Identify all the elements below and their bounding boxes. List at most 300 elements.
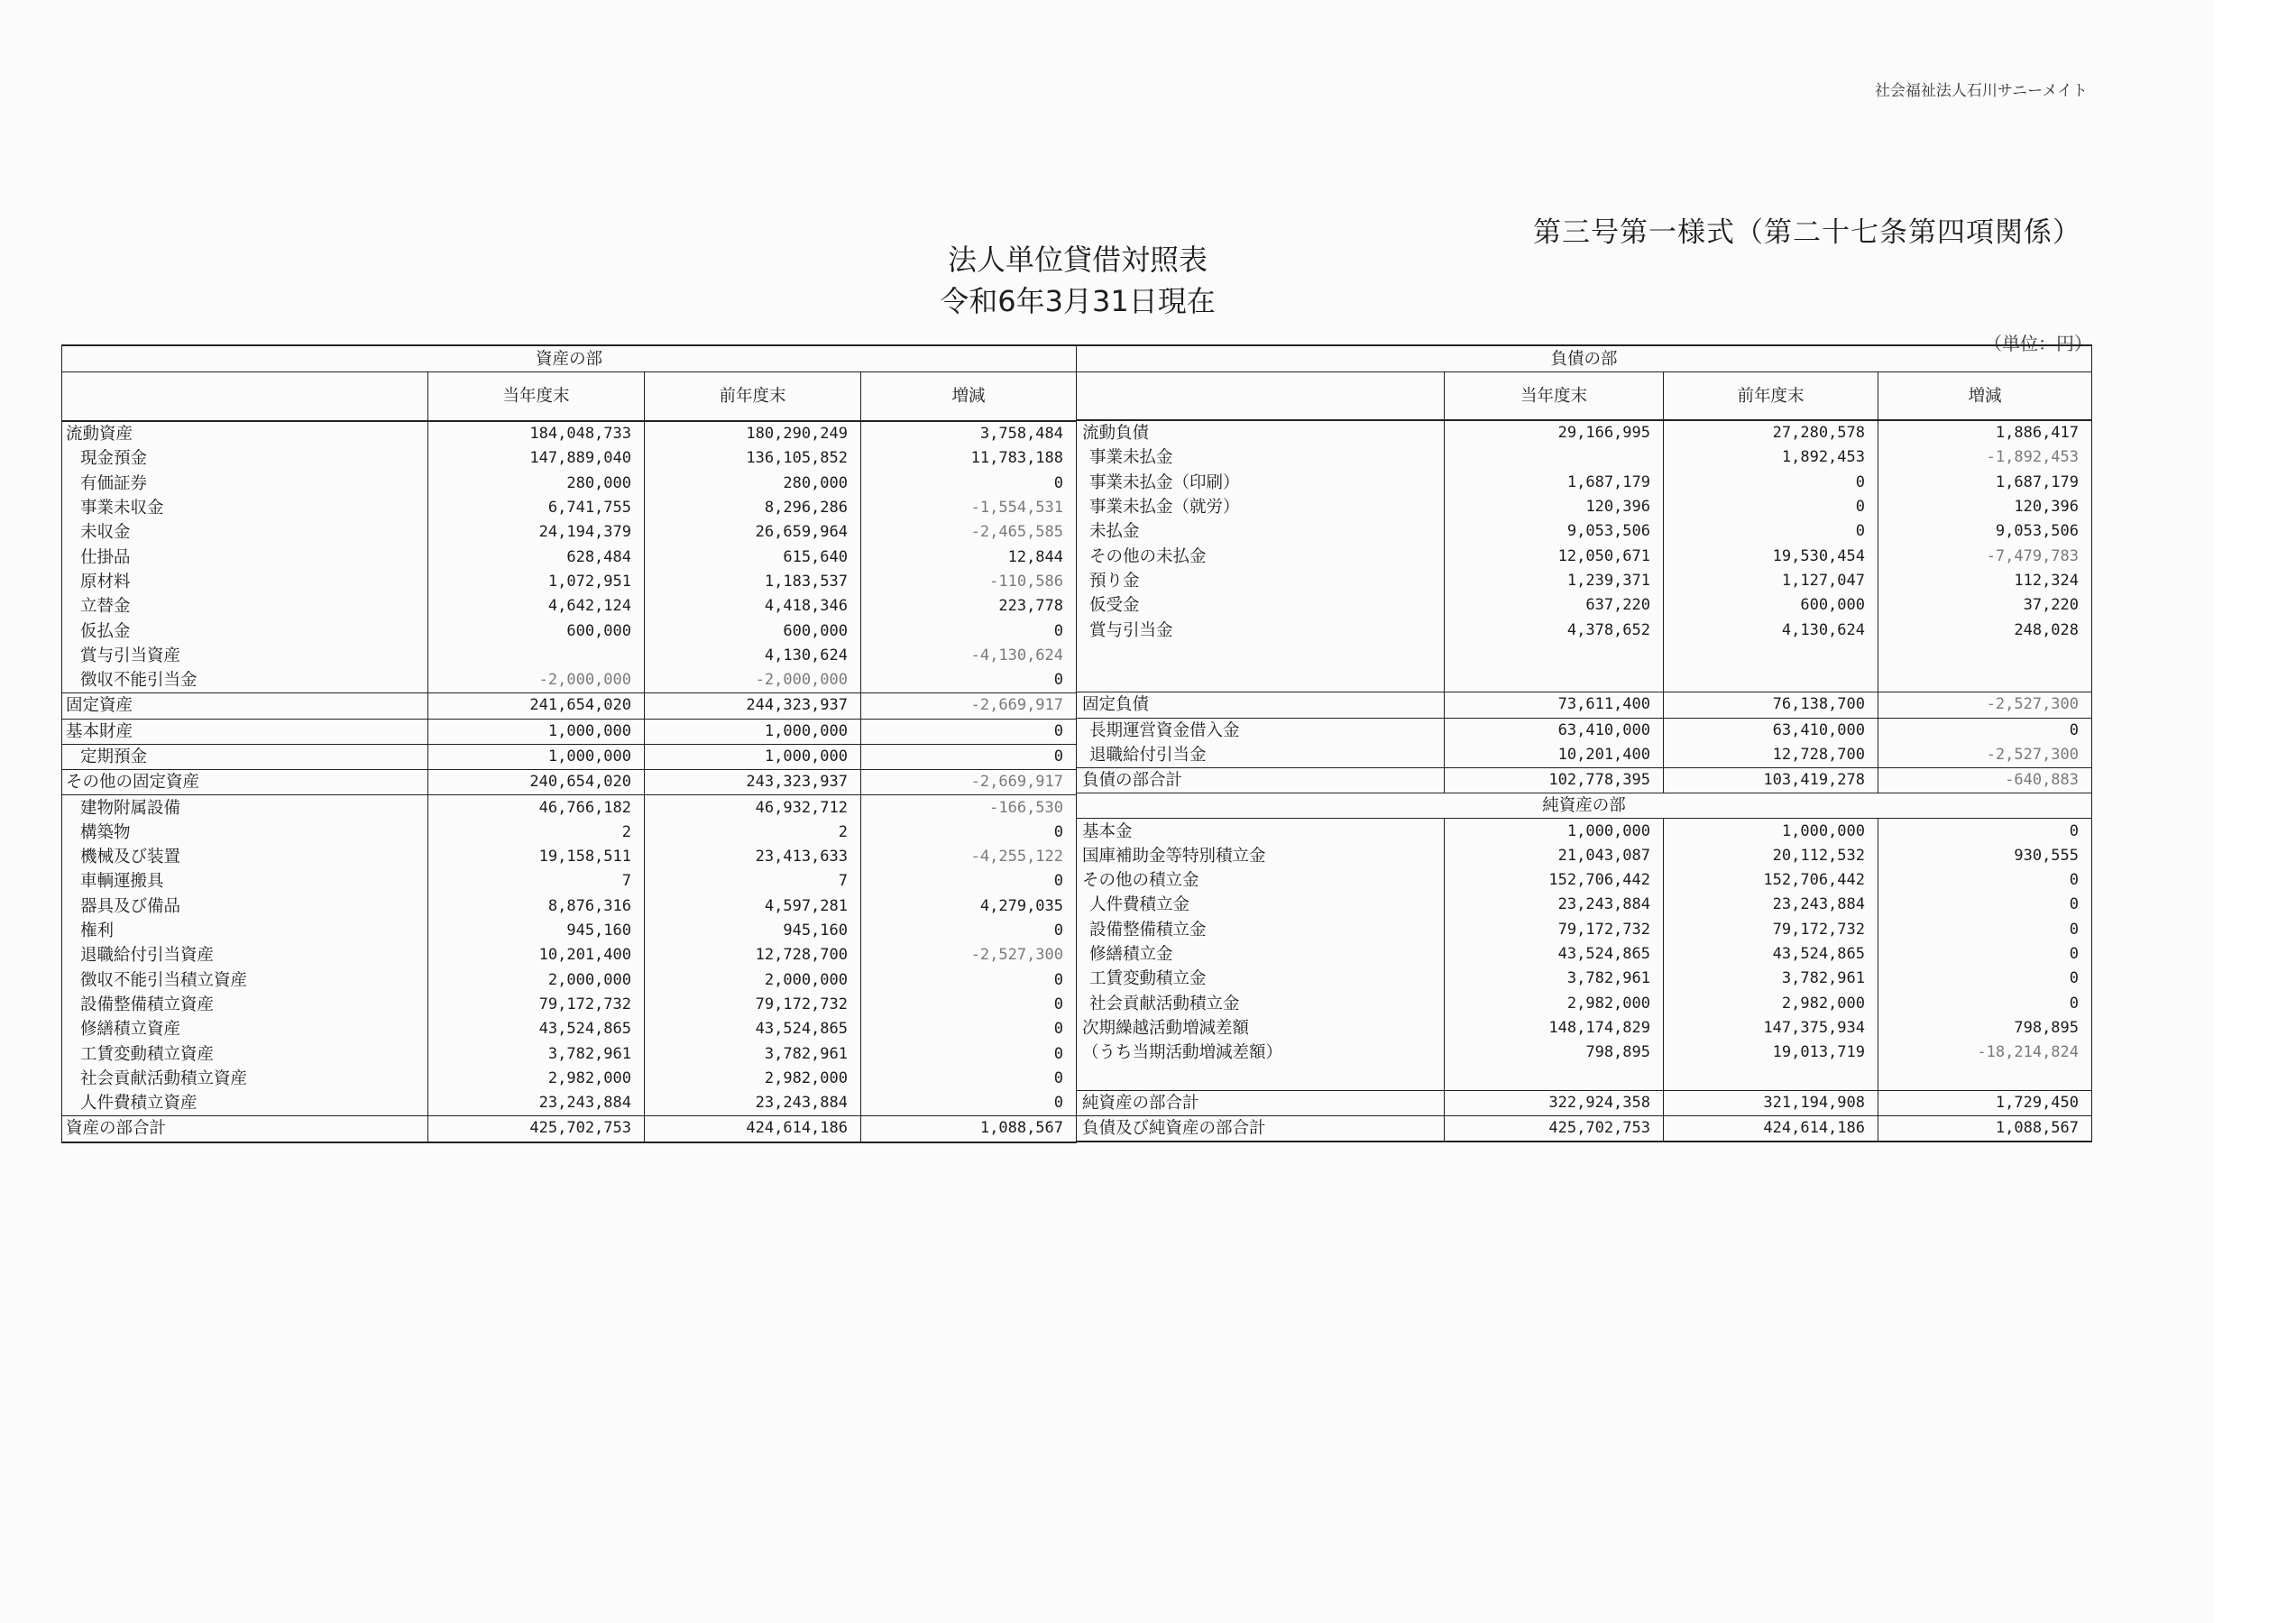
assets-change-value: -4,255,122 [861,845,1077,869]
net-assets-current-value: 152,706,442 [1445,868,1664,893]
net-assets-row-label: 次期繰越活動増減差額 [1077,1016,1445,1041]
assets-row-label: 資産の部合計 [62,1116,428,1142]
table-row [62,446,1077,471]
assets-change-value: 0 [861,968,1077,993]
liabilities-row-label: 事業未払金（就労） [1077,495,1445,519]
net-assets-previous-value: 79,172,732 [1664,918,1878,942]
assets-row-label: 有価証券 [62,472,428,496]
unit-note: （単位：円） [1984,333,2092,354]
assets-current-value: 147,889,040 [428,446,645,471]
liabilities-label-header [1077,372,1445,421]
net-assets-row-label: 設備整備積立金 [1077,918,1445,942]
assets-change-value: -4,130,624 [861,644,1077,668]
assets-row-label: 賞与引当資産 [62,644,428,668]
liabilities-current-value: 1,239,371 [1445,569,1664,593]
liabilities-change-value: -2,527,300 [1878,692,2092,718]
liabilities-row-label: 預り金 [1077,569,1445,593]
liabilities-previous-value: 0 [1664,471,1878,495]
net-assets-change-value: 0 [1878,918,2092,942]
assets-row-label: 器具及び備品 [62,894,428,919]
assets-row-label: 未収金 [62,520,428,545]
net-assets-row-label: （うち当期活動増減差額） [1077,1041,1445,1065]
assets-previous-value: 4,597,281 [645,894,861,919]
net-assets-previous-value: 424,614,186 [1664,1116,1878,1142]
liabilities-change-value: 112,324 [1878,569,2092,593]
table-row [1077,420,2092,445]
liabilities-current-value: 4,378,652 [1445,618,1664,642]
net-assets-current-value: 425,702,753 [1445,1116,1664,1142]
assets-change-value: 0 [861,744,1077,769]
assets-current-value: 79,172,732 [428,993,645,1017]
net-assets-current-value: 3,782,961 [1445,967,1664,991]
table-row [62,943,1077,967]
assets-row-label: 修繕積立資産 [62,1017,428,1041]
assets-change-value: 0 [861,919,1077,943]
liabilities-row-label: 退職給付引当金 [1077,743,1445,768]
assets-row-label: 現金預金 [62,446,428,471]
table-row [1077,667,2092,692]
net-assets-current-value: 1,000,000 [1445,819,1664,844]
net-assets-current-value: 322,924,358 [1445,1090,1664,1115]
liabilities-change-value [1878,667,2092,692]
liabilities-change-value: -2,527,300 [1878,743,2092,768]
table-row [62,821,1077,845]
table-row [62,472,1077,496]
assets-row-label: 徴収不能引当金 [62,668,428,693]
liabilities-previous-value: 0 [1664,495,1878,519]
assets-previous-value: 600,000 [645,619,861,643]
net-assets-previous-value: 152,706,442 [1664,868,1878,893]
liabilities-change-value: 37,220 [1878,593,2092,618]
table-row [1077,1016,2092,1041]
table-row [62,1091,1077,1116]
liabilities-change-value [1878,643,2092,667]
table-row [62,668,1077,693]
liabilities-previous-value: 76,138,700 [1664,692,1878,718]
liabilities-current-value: 120,396 [1445,495,1664,519]
organization-name: 社会福祉法人石川サニーメイト [1874,82,2088,100]
assets-change-value: 12,844 [861,545,1077,569]
assets-previous-value: 615,640 [645,545,861,569]
assets-current-value: 23,243,884 [428,1091,645,1116]
assets-change-value: -166,530 [861,795,1077,821]
table-row [1077,618,2092,642]
table-row [1077,445,2092,470]
assets-row-label: 仕掛品 [62,545,428,569]
net-assets-previous-value: 1,000,000 [1664,819,1878,844]
net-assets-previous-value: 19,013,719 [1664,1041,1878,1065]
net-assets-previous-value: 23,243,884 [1664,893,1878,917]
table-row [1077,844,2092,868]
net-assets-change-value [1878,1065,2092,1090]
assets-current-value: 600,000 [428,619,645,643]
liabilities-change-value: -1,892,453 [1878,445,2092,470]
form-title: 第三号第一様式（第二十七条第四項関係） [1533,216,2081,249]
net-assets-row-label: 基本金 [1077,819,1445,844]
table-row [1077,819,2092,844]
assets-row-label: その他の固定資産 [62,770,428,795]
table-row [62,1116,1077,1142]
liabilities-row-label: 負債の部合計 [1077,768,1445,793]
liabilities-current-value: 637,220 [1445,593,1664,618]
assets-previous-value: 424,614,186 [645,1116,861,1142]
assets-change-value: 3,758,484 [861,421,1077,446]
assets-previous-value: 4,130,624 [645,644,861,668]
assets-change-value: 11,783,188 [861,446,1077,471]
net-assets-change-value: 0 [1878,942,2092,967]
net-assets-row-label: 修繕積立金 [1077,942,1445,967]
liabilities-previous-value [1664,667,1878,692]
liabilities-row-label [1077,667,1445,692]
assets-label-header [62,372,428,422]
assets-current-value: 10,201,400 [428,943,645,967]
net-assets-current-value [1445,1065,1664,1090]
net-assets-row-label: 工賃変動積立金 [1077,967,1445,991]
liabilities-current-value: 9,053,506 [1445,519,1664,544]
assets-col-previous: 前年度末 [645,372,861,422]
assets-previous-value: 2 [645,821,861,845]
table-row [62,520,1077,545]
liabilities-current-value [1445,667,1664,692]
net-assets-row-label: 国庫補助金等特別積立金 [1077,844,1445,868]
assets-current-value: 7 [428,869,645,894]
table-row [62,795,1077,821]
assets-previous-value: 2,982,000 [645,1067,861,1091]
assets-previous-value: 1,183,537 [645,570,861,594]
assets-section-header: 資産の部 [62,345,1077,372]
assets-row-label: 人件費積立資産 [62,1091,428,1116]
assets-current-value: 2 [428,821,645,845]
assets-previous-value: 1,000,000 [645,744,861,769]
assets-current-value: 1,000,000 [428,744,645,769]
assets-change-value: 1,088,567 [861,1116,1077,1142]
net-assets-current-value: 2,982,000 [1445,992,1664,1016]
liabilities-row-label: その他の未払金 [1077,544,1445,568]
liabilities-current-value: 10,201,400 [1445,743,1664,768]
liabilities-row-label: 流動負債 [1077,420,1445,445]
assets-current-value: 425,702,753 [428,1116,645,1142]
assets-row-label: 定期預金 [62,744,428,769]
assets-row-label: 流動資産 [62,421,428,446]
liabilities-row-label: 未払金 [1077,519,1445,544]
table-row [62,770,1077,795]
assets-row-label: 原材料 [62,570,428,594]
net-assets-change-value: 1,088,567 [1878,1116,2092,1142]
title: 法人単位貸借対照表 [947,243,1208,277]
liabilities-previous-value: 600,000 [1664,593,1878,618]
net-assets-previous-value: 43,524,865 [1664,942,1878,967]
liabilities-table [1076,344,2092,1142]
assets-current-value: 945,160 [428,919,645,943]
table-row [1077,1065,2092,1090]
table-row [1077,692,2092,718]
liabilities-col-previous: 前年度末 [1664,372,1878,421]
assets-current-value: 1,000,000 [428,719,645,744]
table-row [62,993,1077,1017]
assets-previous-value: 23,243,884 [645,1091,861,1116]
net-assets-row-label: 負債及び純資産の部合計 [1077,1116,1445,1142]
assets-previous-value: 280,000 [645,472,861,496]
assets-change-value: 0 [861,1091,1077,1116]
liabilities-row-label [1077,643,1445,667]
liabilities-change-value: -640,883 [1878,768,2092,793]
net-assets-row-label [1077,1065,1445,1090]
assets-change-value: 0 [861,1067,1077,1091]
table-row [1077,942,2092,967]
liabilities-change-value: 0 [1878,718,2092,743]
assets-current-value: 184,048,733 [428,421,645,446]
net-assets-current-value: 43,524,865 [1445,942,1664,967]
liabilities-row-label: 長期運営資金借入金 [1077,718,1445,743]
assets-row-label: 退職給付引当資産 [62,943,428,967]
table-row [62,744,1077,769]
assets-previous-value: 7 [645,869,861,894]
assets-previous-value: 180,290,249 [645,421,861,446]
net-assets-change-value: 0 [1878,992,2092,1016]
net-assets-previous-value: 3,782,961 [1664,967,1878,991]
liabilities-previous-value: 19,530,454 [1664,544,1878,568]
assets-previous-value: 243,323,937 [645,770,861,795]
net-assets-previous-value: 2,982,000 [1664,992,1878,1016]
table-row [1077,471,2092,495]
assets-previous-value: 12,728,700 [645,943,861,967]
assets-table [61,344,1077,1143]
assets-current-value: 46,766,182 [428,795,645,821]
assets-current-value: 628,484 [428,545,645,569]
as-of-date: 令和6年3月31日現在 [940,284,1216,318]
table-row [1077,893,2092,917]
table-row [62,1041,1077,1066]
net-assets-current-value: 79,172,732 [1445,918,1664,942]
liabilities-previous-value [1664,643,1878,667]
liabilities-previous-value: 1,127,047 [1664,569,1878,593]
assets-row-label: 車輌運搬具 [62,869,428,894]
net-assets-row-label: 社会貢献活動積立金 [1077,992,1445,1016]
liabilities-previous-value: 63,410,000 [1664,718,1878,743]
assets-change-value: 0 [861,1017,1077,1041]
assets-row-label: 事業未収金 [62,496,428,520]
net-assets-row-label: 人件費積立金 [1077,893,1445,917]
table-row [1077,718,2092,743]
assets-row-label: 社会貢献活動積立資産 [62,1067,428,1091]
liabilities-current-value: 12,050,671 [1445,544,1664,568]
table-row [1077,495,2092,519]
liabilities-current-value: 1,687,179 [1445,471,1664,495]
assets-previous-value: 43,524,865 [645,1017,861,1041]
assets-previous-value: 244,323,937 [645,693,861,719]
liabilities-row-label: 仮受金 [1077,593,1445,618]
assets-previous-value: 945,160 [645,919,861,943]
assets-change-value: 4,279,035 [861,894,1077,919]
liabilities-previous-value: 0 [1664,519,1878,544]
assets-change-value: 0 [861,719,1077,744]
table-row [1077,1116,2092,1142]
table-row [62,496,1077,520]
table-row [1077,1090,2092,1115]
assets-current-value: 4,642,124 [428,594,645,619]
net-assets-change-value: 0 [1878,868,2092,893]
table-row [1077,569,2092,593]
table-row [62,644,1077,668]
net-assets-current-value: 23,243,884 [1445,893,1664,917]
net-assets-previous-value: 147,375,934 [1664,1016,1878,1041]
table-row [62,845,1077,869]
assets-current-value: 43,524,865 [428,1017,645,1041]
assets-row-label: 設備整備積立資産 [62,993,428,1017]
table-row [1077,544,2092,568]
assets-row-label: 建物附属設備 [62,795,428,821]
assets-previous-value: 3,782,961 [645,1041,861,1066]
assets-row-label: 徴収不能引当積立資産 [62,968,428,993]
liabilities-current-value: 73,611,400 [1445,692,1664,718]
liabilities-change-value: 120,396 [1878,495,2092,519]
assets-current-value: -2,000,000 [428,668,645,693]
assets-row-label: 固定資産 [62,693,428,719]
liabilities-body [1077,420,2092,793]
liabilities-change-value: 1,687,179 [1878,471,2092,495]
assets-previous-value: 26,659,964 [645,520,861,545]
assets-body [62,421,1077,1142]
net-assets-previous-value: 20,112,532 [1664,844,1878,868]
table-row [62,619,1077,643]
liabilities-current-value [1445,643,1664,667]
net-assets-current-value: 21,043,087 [1445,844,1664,868]
liabilities-previous-value: 12,728,700 [1664,743,1878,768]
table-row [62,719,1077,744]
net-assets-current-value: 148,174,829 [1445,1016,1664,1041]
liabilities-current-value: 29,166,995 [1445,420,1664,445]
table-row [62,869,1077,894]
assets-current-value: 1,072,951 [428,570,645,594]
net-assets-previous-value [1664,1065,1878,1090]
assets-row-label: 基本財産 [62,719,428,744]
assets-change-value: 0 [861,619,1077,643]
net-assets-previous-value: 321,194,908 [1664,1090,1878,1115]
table-row [62,1067,1077,1091]
net-assets-body [1077,819,2092,1142]
assets-previous-value: 23,413,633 [645,845,861,869]
net-assets-header-group [1077,793,2092,819]
table-row [62,894,1077,919]
assets-previous-value: 136,105,852 [645,446,861,471]
assets-col-change: 増減 [861,372,1077,422]
assets-current-value: 280,000 [428,472,645,496]
table-row [1077,918,2092,942]
assets-change-value: -2,669,917 [861,770,1077,795]
assets-change-value: 0 [861,472,1077,496]
table-row [1077,519,2092,544]
assets-change-value: 0 [861,993,1077,1017]
liabilities-current-value: 102,778,395 [1445,768,1664,793]
assets-row-label: 機械及び装置 [62,845,428,869]
assets-previous-value: 1,000,000 [645,719,861,744]
liabilities-current-value: 63,410,000 [1445,718,1664,743]
assets-row-label: 工賃変動積立資産 [62,1041,428,1066]
liabilities-change-value: -7,479,783 [1878,544,2092,568]
table-row [62,693,1077,719]
table-row [62,594,1077,619]
liabilities-change-value: 9,053,506 [1878,519,2092,544]
net-assets-section-header: 純資産の部 [1077,793,2092,819]
assets-current-value: 2,000,000 [428,968,645,993]
assets-current-value: 8,876,316 [428,894,645,919]
liabilities-previous-value: 103,419,278 [1664,768,1878,793]
table-row [62,421,1077,446]
assets-current-value: 241,654,020 [428,693,645,719]
liabilities-col-change: 増減 [1878,372,2092,421]
liabilities-section-header: 負債の部 [1077,345,2092,372]
assets-change-value: -1,554,531 [861,496,1077,520]
table-row [1077,768,2092,793]
assets-row-label: 権利 [62,919,428,943]
liabilities-previous-value: 1,892,453 [1664,445,1878,470]
assets-previous-value: 8,296,286 [645,496,861,520]
liabilities-previous-value: 4,130,624 [1664,618,1878,642]
table-row [62,545,1077,569]
assets-current-value: 24,194,379 [428,520,645,545]
liabilities-change-value: 248,028 [1878,618,2092,642]
assets-change-value: 0 [861,668,1077,693]
liabilities-col-current: 当年度末 [1445,372,1664,421]
assets-row-label: 仮払金 [62,619,428,643]
table-row [1077,967,2092,991]
assets-previous-value: 4,418,346 [645,594,861,619]
assets-change-value: -2,465,585 [861,520,1077,545]
liabilities-row-label: 事業未払金 [1077,445,1445,470]
net-assets-row-label: 純資産の部合計 [1077,1090,1445,1115]
assets-current-value: 2,982,000 [428,1067,645,1091]
net-assets-change-value: 0 [1878,893,2092,917]
table-row [1077,643,2092,667]
table-row [62,968,1077,993]
liabilities-change-value: 1,886,417 [1878,420,2092,445]
table-row [1077,868,2092,893]
assets-previous-value: -2,000,000 [645,668,861,693]
net-assets-change-value: 1,729,450 [1878,1090,2092,1115]
assets-row-label: 構築物 [62,821,428,845]
assets-current-value [428,644,645,668]
assets-change-value: -2,527,300 [861,943,1077,967]
assets-change-value: 0 [861,821,1077,845]
net-assets-change-value: 0 [1878,967,2092,991]
table-row [1077,593,2092,618]
document-title [902,239,1254,322]
table-row [62,570,1077,594]
assets-previous-value: 2,000,000 [645,968,861,993]
net-assets-current-value: 798,895 [1445,1041,1664,1065]
liabilities-previous-value: 27,280,578 [1664,420,1878,445]
net-assets-change-value: 798,895 [1878,1016,2092,1041]
assets-col-current: 当年度末 [428,372,645,422]
assets-change-value: 0 [861,1041,1077,1066]
table-row [1077,1041,2092,1065]
net-assets-change-value: -18,214,824 [1878,1041,2092,1065]
liabilities-row-label: 事業未払金（印刷） [1077,471,1445,495]
liabilities-row-label: 賞与引当金 [1077,618,1445,642]
table-row [1077,743,2092,768]
table-row [62,1017,1077,1041]
assets-previous-value: 46,932,712 [645,795,861,821]
assets-change-value: 223,778 [861,594,1077,619]
assets-previous-value: 79,172,732 [645,993,861,1017]
table-row [1077,992,2092,1016]
net-assets-change-value: 0 [1878,819,2092,844]
assets-current-value: 6,741,755 [428,496,645,520]
assets-change-value: -110,586 [861,570,1077,594]
net-assets-change-value: 930,555 [1878,844,2092,868]
net-assets-row-label: その他の積立金 [1077,868,1445,893]
assets-row-label: 立替金 [62,594,428,619]
